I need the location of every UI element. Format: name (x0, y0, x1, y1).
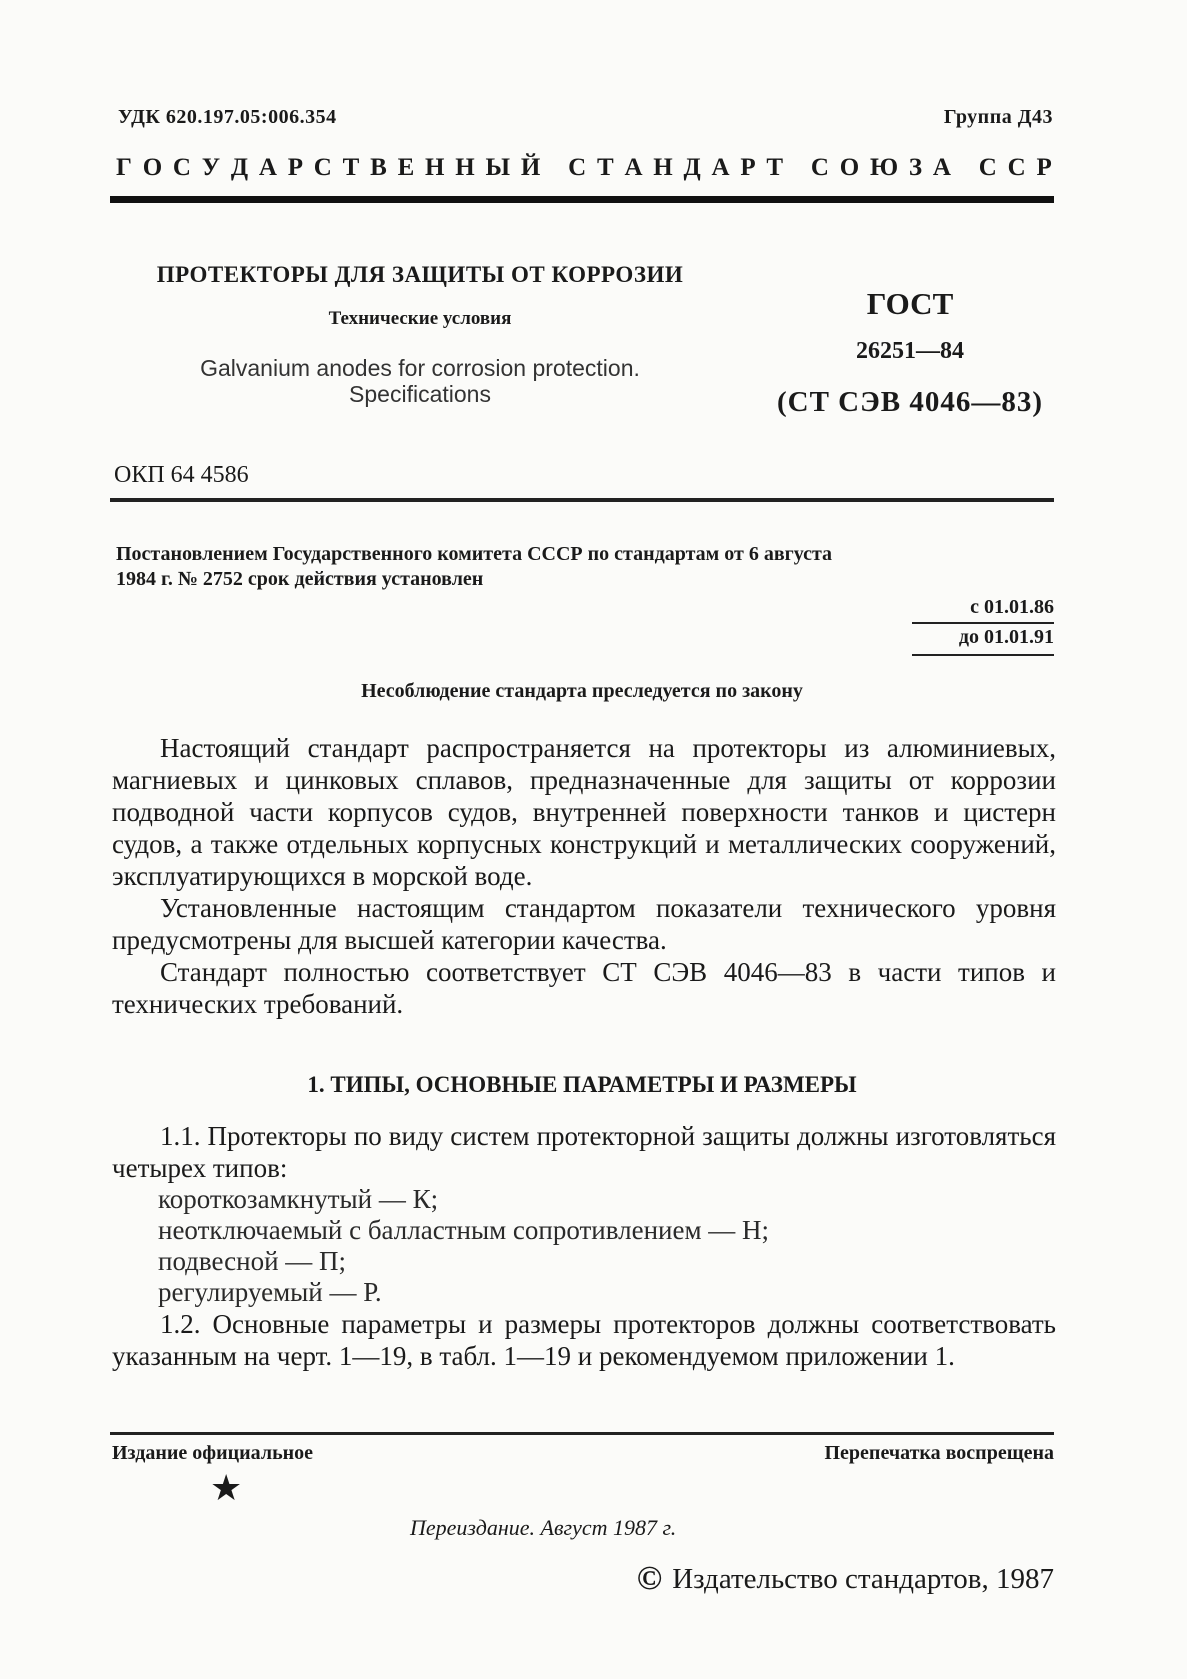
banner-letter: З (908, 154, 923, 181)
state-standard-banner (116, 154, 1052, 182)
banner-letter: Н (455, 154, 475, 181)
document-title: ПРОТЕКТОРЫ ДЛЯ ЗАЩИТЫ ОТ КОРРОЗИИ (156, 262, 684, 287)
decree-line-2: 1984 г. № 2752 срок действия установлен (116, 568, 484, 590)
official-edition: Издание официальное (112, 1442, 314, 1464)
english-title-line-1: Galvanium anodes for corrosion protection. (200, 355, 640, 381)
type-r: регулируемый — Р. (158, 1277, 382, 1307)
intro-block (112, 732, 1056, 1020)
reprint-prohibited: Перепечатка воспрещена (824, 1442, 1054, 1464)
banner-space (962, 154, 968, 182)
copyright-icon: © (636, 1560, 663, 1597)
banner-letter: С (172, 154, 191, 181)
intro-paragraph-1: Настоящий стандарт распространяется на протекторы из алюминиевых, магниевых и цинковых сплавов, предназначенные для защиты от коррозии подводной части корпусов судов, внутренней поверхности танков и цистерн судов, а также отдельных корпусных конструкций и металлических сооружений, эксплуатирующихся в морской воде. (112, 733, 1056, 891)
banner-letter: Г (116, 154, 132, 181)
banner-letter: Й (520, 154, 541, 181)
banner-letter: С (313, 154, 332, 181)
banner-letter: Т (766, 154, 784, 181)
banner-letter: С (1007, 154, 1026, 181)
banner-letter: Р (1036, 154, 1052, 181)
intro-paragraph-3: Стандарт полностью соответствует СТ СЭВ 4046—83 в части типов и технических требований. (112, 957, 1056, 1019)
banner-letter: Н (425, 154, 445, 181)
star-icon: ★ (210, 1468, 243, 1508)
banner-letter: О (839, 154, 860, 181)
decree-text-1: Постановлением Государственного комитета СССР по стандартам от 6 августа (116, 543, 833, 565)
type-p: подвесной — П; (158, 1246, 347, 1276)
footer-rule (110, 1432, 1054, 1435)
clause-1-1: 1.1. Протекторы по виду систем протекторной защиты должны изготовляться четырех типов: (112, 1121, 1056, 1183)
banner-letter: С (978, 154, 997, 181)
valid-from: с 01.01.86 (970, 596, 1054, 618)
reissue-note: Переиздание. Август 1987 г. (410, 1515, 677, 1540)
publisher-line (637, 1560, 1054, 1598)
valid-to-underline (912, 654, 1054, 656)
banner-letter: У (201, 154, 221, 181)
banner-space (551, 154, 557, 182)
publisher-name: Издательство стандартов, 1987 (672, 1562, 1054, 1595)
banner-letter: О (142, 154, 163, 181)
gost-number: 26251—84 (856, 338, 964, 364)
banner-letter: Ю (869, 154, 899, 181)
banner-letter: А (258, 154, 277, 181)
group-code: Группа Д43 (943, 106, 1053, 128)
banner-letter: С (810, 154, 829, 181)
banner-letter: Р (287, 154, 304, 181)
udk-code: УДК 620.197.05:006.354 (118, 106, 337, 128)
banner-letter: Ы (485, 154, 511, 181)
banner-letter: А (932, 154, 951, 181)
banner-letter: Т (596, 154, 614, 181)
types-list (112, 1184, 1056, 1308)
type-n: неотключаемый с балластным сопротивлением — Н; (158, 1215, 770, 1245)
gost-label: ГОСТ (866, 286, 954, 321)
banner-letter: Т (342, 154, 360, 181)
intro-paragraph-2: Установленные настоящим стандартом показатели технического уровня предусмотрены для высшей категории качества. (112, 893, 1056, 955)
valid-from-underline (912, 622, 1054, 624)
title-rule (110, 498, 1054, 502)
banner-letter: С (568, 154, 587, 181)
banner-letter: Д (230, 154, 249, 181)
banner-letter: Е (397, 154, 415, 181)
banner-letter: Д (683, 154, 701, 181)
valid-to: до 01.01.91 (958, 626, 1054, 648)
st-sev-number: (СТ СЭВ 4046—83) (776, 386, 1044, 418)
english-title (100, 355, 740, 407)
banner-letter: А (624, 154, 643, 181)
legal-warning: Несоблюдение стандарта преследуется по закону (361, 680, 803, 702)
banner-letter: Н (653, 154, 673, 181)
clause-1-2: 1.2. Основные параметры и размеры протекторов должны соответствовать указанным на черт. 1—19, в табл. 1—19 и рекомендуемом приложении 1. (112, 1309, 1056, 1371)
section-heading: 1. ТИПЫ, ОСНОВНЫЕ ПАРАМЕТРЫ И РАЗМЕРЫ (307, 1072, 857, 1097)
header-rule (110, 196, 1054, 203)
banner-letter: В (370, 154, 387, 181)
document-subtitle: Технические условия (328, 308, 512, 329)
type-k: короткозамкнутый — К; (158, 1184, 439, 1214)
section-body (112, 1120, 1056, 1372)
banner-space (794, 154, 800, 182)
banner-letter: Р (740, 154, 756, 181)
banner-letter: А (711, 154, 730, 181)
decree-line-1 (116, 540, 1060, 568)
okp-code: ОКП 64 4586 (114, 462, 249, 488)
english-title-line-2: Specifications (349, 381, 491, 407)
